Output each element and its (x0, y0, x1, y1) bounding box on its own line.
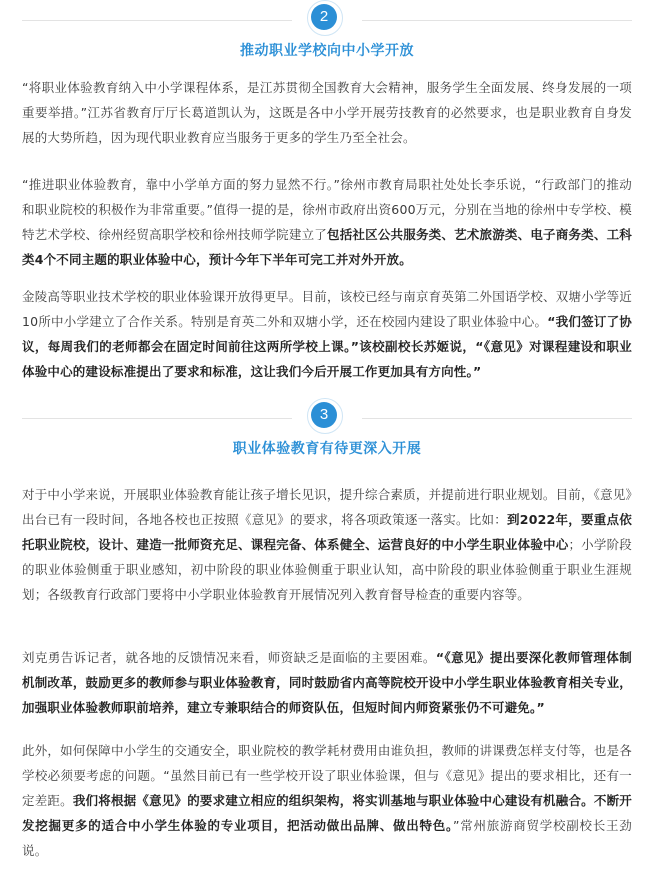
paragraph-text: 金陵高等职业技术学校的职业体验课开放得更早。目前，该校已经与南京育英第二外国语学校、双塘小学等近10所中小学建立了合作关系。特别是育英二外和双塘小学，还在校园内建设了职业体验中心。 (22, 289, 632, 329)
paragraph (22, 738, 632, 863)
paragraph-text: 对于中小学来说，开展职业体验教育能让孩子增长见识，提升综合素质，并提前进行职业规划。目前，《意见》出台已有一段时间，各地各校也正按照《意见》的要求，将各项政策逐一落实。比如： (22, 487, 632, 527)
paragraph-text: “将职业体验教育纳入中小学课程体系，是江苏贯彻全国教育大会精神，服务学生全面发展、终身发展的一项重要举措。”江苏省教育厅厅长葛道凯认为，这既是各中小学开展劳技教育的必然要求，也是职业教育自身发展的大势所趋，因为现代职业教育应当服务于更多的学生乃至全社会。 (22, 80, 632, 145)
paragraph-text: 此外，如何保障中小学生的交通安全，职业院校的教学耗材费用由谁负担，教师的讲课费怎样支付等，也是各学校必须要考虑的问题。“虽然目前已有一些学校开设了职业体验课，但与《意见》提出的要求相比，还有一定差距。 (22, 743, 632, 808)
divider-line (22, 418, 292, 419)
paragraph-bold-text: “《意见》提出要深化教师管理体制机制改革，鼓励更多的教师参与职业体验教育，同时鼓励省内高等院校开设中小学生职业体验教育相关专业，加强职业体验教师职前培养，建立专兼职结合的师资队伍，但短时间内师资紧张仍不可避免。” (22, 650, 632, 715)
section-number-badge: 2 (311, 4, 337, 30)
paragraph-text: ；小学阶段的职业体验侧重于职业感知，初中阶段的职业体验侧重于职业认知，高中阶段的职业体验侧重于职业生涯规划；各级教育行政部门要将中小学职业体验教育开展情况列入教育督导检查的重要内容等。 (22, 537, 632, 602)
paragraph (22, 75, 632, 150)
paragraph-text: 刘克勇告诉记者，就各地的反馈情况来看，师资缺乏是面临的主要困难。 (22, 650, 436, 665)
section-title: 推动职业学校向中小学开放 (240, 43, 414, 59)
divider-line (22, 20, 292, 21)
paragraph (22, 645, 632, 720)
section-number-badge: 3 (311, 402, 337, 428)
paragraph-bold-text: “我们签订了协议，每周我们的老师都会在固定时间前往这两所学校上课。”该校副校长苏姬说，“《意见》对课程建设和职业体验中心的建设标准提出了要求和标准，这让我们今后开展工作更加具有方向性。” (22, 314, 632, 379)
paragraph-bold-text: 我们将根据《意见》的要求建立相应的组织架构，将实训基地与职业体验中心建设有机融合。不断开发挖掘更多的适合中小学生体验的专业项目，把活动做出品牌、做出特色。 (22, 793, 632, 833)
paragraph-bold-text: 包括社区公共服务类、艺术旅游类、电子商务类、工科类4个不同主题的职业体验中心，预计今年下半年可完工并对外开放。 (22, 227, 632, 267)
paragraph (22, 284, 632, 384)
divider-line (362, 418, 632, 419)
paragraph-text: ”常州旅游商贸学校副校长王劲说。 (22, 818, 632, 858)
paragraph-text: “推进职业体验教育，靠中小学单方面的努力显然不行。”徐州市教育局职社处处长李乐说，“行政部门的推动和职业院校的积极作为非常重要。”值得一提的是，徐州市政府出资600万元，分别在当地的徐州中专学校、模特艺术学校、徐州经贸高职学校和徐州技师学院建立了 (22, 177, 632, 242)
paragraph-bold-text: 到2022年，要重点依托职业院校，设计、建造一批师资充足、课程完备、体系健全、运营良好的中小学生职业体验中心 (22, 512, 632, 552)
paragraph (22, 482, 632, 607)
paragraph (22, 172, 632, 272)
divider-line (362, 20, 632, 21)
section-title: 职业体验教育有待更深入开展 (232, 441, 422, 457)
